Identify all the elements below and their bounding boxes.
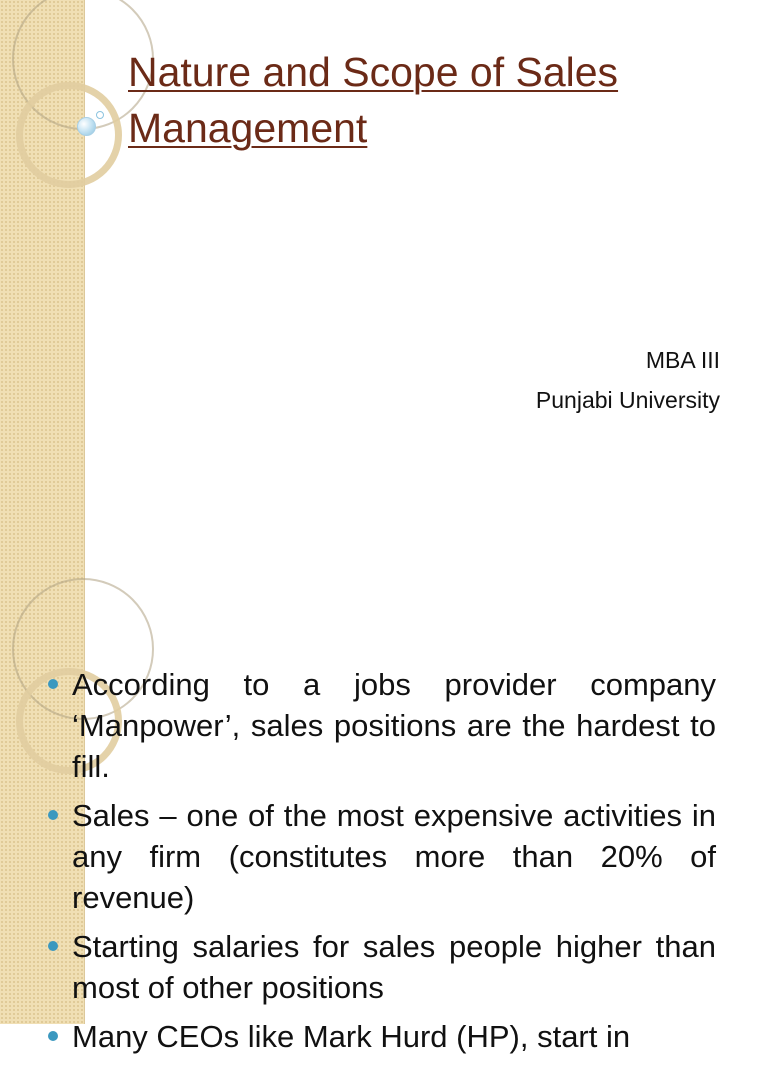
bullet-dot-icon bbox=[48, 810, 58, 820]
subtitle-line: MBA III bbox=[645, 347, 720, 373]
bullet-list bbox=[46, 664, 716, 1065]
slide-subtitle bbox=[536, 340, 720, 420]
bullet-item bbox=[46, 1016, 716, 1057]
bullet-item bbox=[46, 795, 716, 918]
decorative-bubble-icon bbox=[96, 111, 104, 119]
decorative-ring bbox=[16, 82, 122, 188]
bullet-text: Many CEOs like Mark Hurd (HP), start in bbox=[72, 1019, 631, 1054]
bullet-text: According to a jobs provider company ‘Manpower’, sales positions are the hardest to fill. bbox=[72, 667, 716, 784]
slide-title-text: Nature and Scope of Sales Management bbox=[128, 49, 619, 151]
slide-content bbox=[0, 576, 768, 1054]
bullet-text: Starting salaries for sales people higher than most of other positions bbox=[72, 929, 716, 1005]
bullet-text: Sales – one of the most expensive activities in any firm (constitutes more than 20% of revenue) bbox=[72, 798, 716, 915]
bullet-dot-icon bbox=[48, 1031, 58, 1041]
bullet-dot-icon bbox=[48, 941, 58, 951]
bullet-item bbox=[46, 926, 716, 1008]
bullet-item bbox=[46, 664, 716, 787]
bullet-dot-icon bbox=[48, 679, 58, 689]
decorative-bubble-icon bbox=[77, 117, 96, 136]
subtitle-line: Punjabi University bbox=[535, 387, 720, 413]
